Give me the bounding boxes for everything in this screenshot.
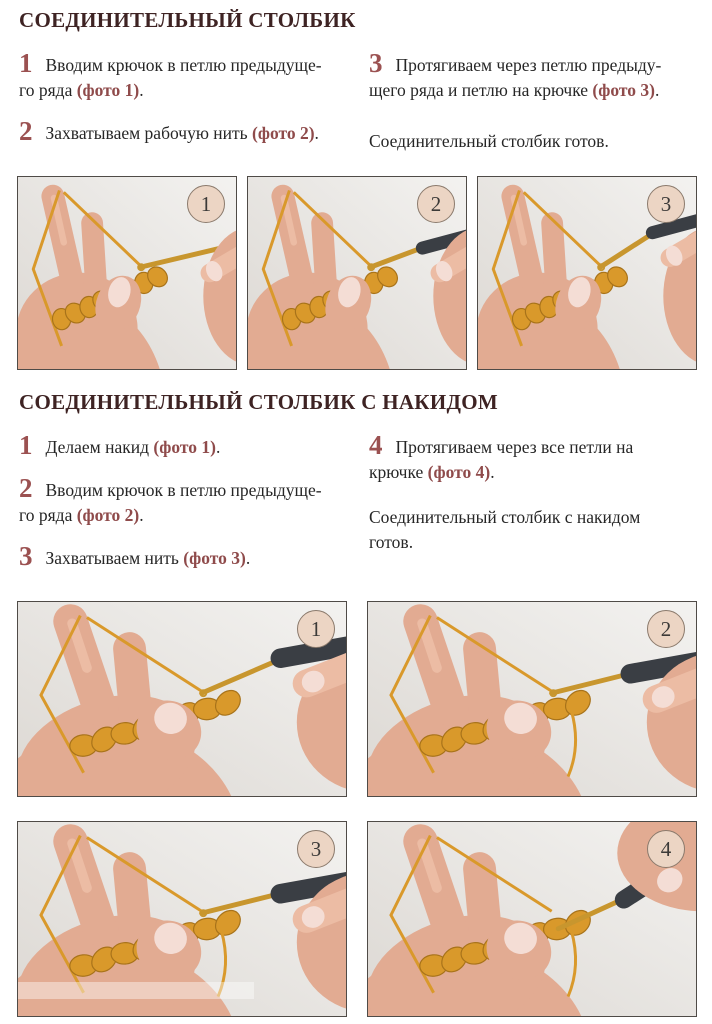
step-item: 4 Протягиваем через все петли на крючке (фото 4). <box>369 430 634 482</box>
step-photo <box>367 601 697 797</box>
step-item: 2 Захватываем рабочую нить (фото 2). <box>19 116 319 146</box>
step-photo <box>367 821 697 1017</box>
photo-number-badge: 1 <box>187 185 225 223</box>
photo-number-badge: 3 <box>647 185 685 223</box>
section-title: СОЕДИНИТЕЛЬНЫЙ СТОЛБИК С НАКИДОМ <box>19 390 498 414</box>
instruction-section-1 <box>17 8 697 370</box>
photo-reference: (фото 3) <box>592 80 655 100</box>
result-note: Соединительный столбик с накидом готов. <box>369 507 641 552</box>
step-item: 1 Вводим крючок в петлю предыдуще- го ряда (фото 1). <box>19 48 322 100</box>
step-item: 2 Вводим крючок в петлю предыдуще- го ряда (фото 2). <box>19 473 322 525</box>
section-title: СОЕДИНИТЕЛЬНЫЙ СТОЛБИК <box>19 8 356 32</box>
photo-reference: (фото 3) <box>183 548 246 568</box>
steps-columns <box>17 430 697 587</box>
step-photo <box>17 176 237 370</box>
photo-row3 <box>17 176 697 370</box>
step-photo <box>17 821 347 1017</box>
step-number: 2 <box>19 473 33 503</box>
step-item: 1 Делаем накид (фото 1). <box>19 430 221 460</box>
photo-number-badge: 2 <box>417 185 455 223</box>
photo-reference: (фото 1) <box>76 80 140 100</box>
photo-reference: (фото 1) <box>153 437 216 457</box>
steps-column <box>367 430 697 587</box>
step-number: 4 <box>369 430 383 460</box>
step-number: 3 <box>369 48 383 78</box>
photo-reference: (фото 2) <box>252 123 315 143</box>
photo-number-badge: 2 <box>647 610 685 648</box>
photo-reference: (фото 4) <box>427 462 491 482</box>
step-number: 3 <box>19 541 33 571</box>
step-item: 3 Захватываем нить (фото 3). <box>19 541 251 571</box>
steps-columns <box>17 48 697 162</box>
step-photo <box>247 176 467 370</box>
step-number: 1 <box>19 430 33 460</box>
photo-number-badge: 4 <box>647 830 685 868</box>
step-item: 3 Протягиваем через петлю предыду- щего ряда и петлю на крючке (фото 3). <box>369 48 662 100</box>
steps-column <box>17 48 357 162</box>
photo-grid2x2 <box>17 601 697 1017</box>
photo-number-badge: 3 <box>297 830 335 868</box>
steps-column <box>367 48 697 162</box>
photo-reference: (фото 2) <box>76 505 140 525</box>
watermark-band <box>18 982 254 999</box>
instruction-section-2 <box>17 390 697 1017</box>
steps-column <box>17 430 357 587</box>
result-note: Соединительный столбик готов. <box>369 131 609 151</box>
step-photo <box>477 176 697 370</box>
step-number: 2 <box>19 116 33 146</box>
step-number: 1 <box>19 48 33 78</box>
step-photo <box>17 601 347 797</box>
photo-number-badge: 1 <box>297 610 335 648</box>
